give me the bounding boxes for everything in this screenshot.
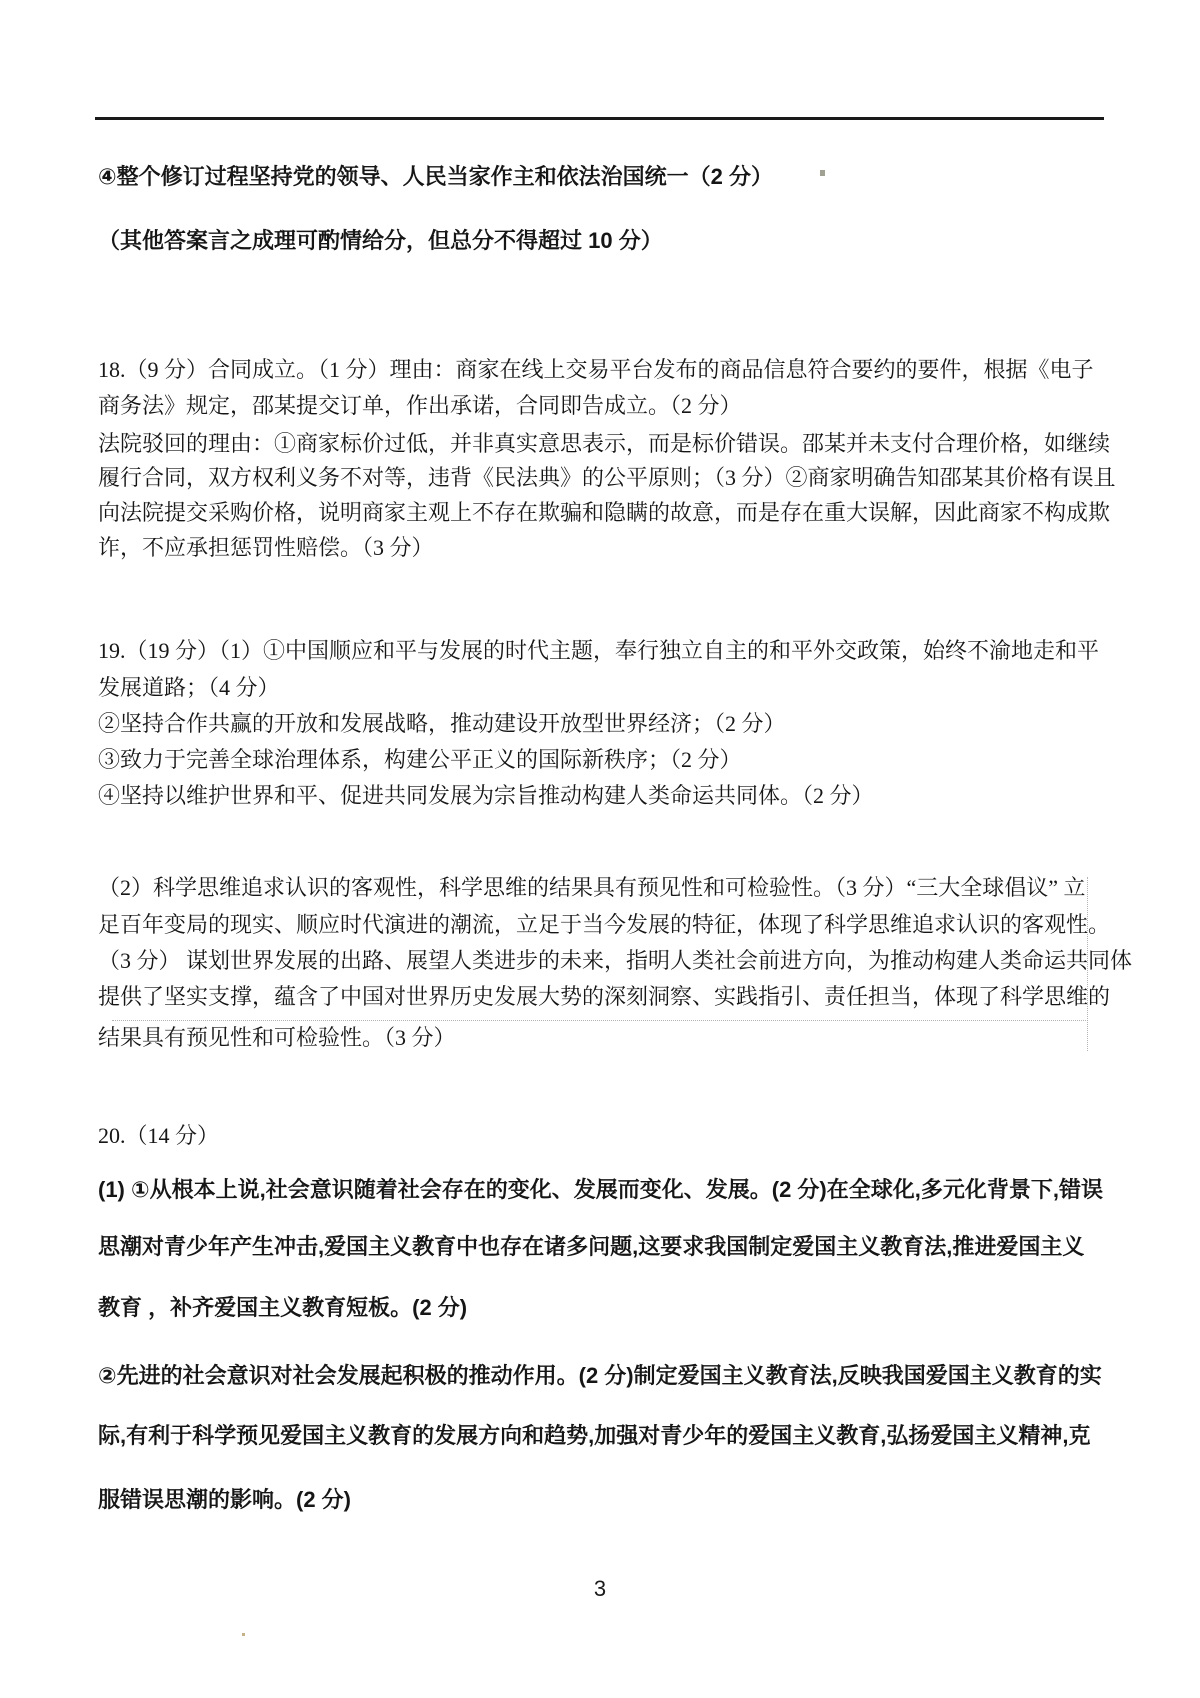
q20-part1-line-2: 思潮对青少年产生冲击,爱国主义教育中也存在诸多问题,这要求我国制定爱国主义教育法,推进爱国主义 <box>98 1234 1085 1259</box>
q19-part2-line-2: 足百年变局的现实、顺应时代演进的潮流，立足于当今发展的特征，体现了科学思维追求认识的客观性。 <box>98 912 1111 937</box>
table-gridline-vertical <box>1087 877 1088 1051</box>
q19-part1-line-5: ④坚持以维护世界和平、促进共同发展为宗旨推动构建人类命运共同体。（2 分） <box>98 783 874 808</box>
q18-answer-line-5: 向法院提交采购价格，说明商家主观上不存在欺骗和隐瞒的故意，而是存在重大误解，因此商家不构成欺 <box>98 500 1111 525</box>
q19-part1-line-1: 19.（19 分）（1）①中国顺应和平与发展的时代主题，奉行独立自主的和平外交政策，始终不渝地走和平 <box>98 638 1100 663</box>
q18-answer-line-3: 法院驳回的理由：①商家标价过低，并非真实意思表示，而是标价错误。邵某并未支付合理价格，如继续 <box>98 431 1111 456</box>
q19-part1-line-3: ②坚持合作共赢的开放和发展战略，推动建设开放型世界经济；（2 分） <box>98 711 786 736</box>
q18-answer-line-2: 商务法》规定，邵某提交订单，作出承诺，合同即告成立。（2 分） <box>98 393 742 418</box>
q18-answer-line-1: 18.（9 分）合同成立。（1 分）理由：商家在线上交易平台发布的商品信息符合要约的要件，根据《电子 <box>98 357 1094 382</box>
q19-part2-line-3: （3 分） 谋划世界发展的出路、展望人类进步的未来，指明人类社会前进方向，为推动构建人类命运共同体 <box>98 948 1133 973</box>
q19-part2-line-4: 提供了坚实支撑，蕴含了中国对世界历史发展大势的深刻洞察、实践指引、责任担当，体现了科学思维的 <box>98 984 1111 1009</box>
header-divider-rule <box>95 117 1104 120</box>
q19-part2-line-5: 结果具有预见性和可检验性。（3 分） <box>98 1025 456 1050</box>
q18-answer-line-4: 履行合同，双方权利义务不对等，违背《民法典》的公平原则；（3 分）②商家明确告知邵某其价格有误且 <box>98 465 1116 490</box>
table-gridline-horizontal <box>112 1020 1088 1021</box>
q20-part1-line-1: (1) ①从根本上说,社会意识随着社会存在的变化、发展而变化、发展。(2 分)在全球化,多元化背景下,错误 <box>98 1177 1103 1202</box>
q19-part2-line-1: （2）科学思维追求认识的客观性，科学思维的结果具有预见性和可检验性。（3 分）“三大全球倡议” 立 <box>98 875 1086 900</box>
q19-part1-line-4: ③致力于完善全球治理体系，构建公平正义的国际新秩序；（2 分） <box>98 747 742 772</box>
q20-part1-line-3: 教育 ，补齐爱国主义教育短板。(2 分) <box>98 1295 468 1320</box>
q17-point4-line: ④整个修订过程坚持党的领导、人民当家作主和依法治国统一（2 分） <box>98 164 773 189</box>
q20-heading: 20.（14 分） <box>98 1123 220 1148</box>
q20-part2-line-3: 服错误思潮的影响。(2 分) <box>98 1487 352 1512</box>
q19-part1-line-2: 发展道路；（4 分） <box>98 675 280 700</box>
q18-answer-line-6: 诈，不应承担惩罚性赔偿。（3 分） <box>98 535 434 560</box>
scan-speck <box>242 1633 245 1636</box>
q20-part2-line-2: 际,有利于科学预见爱国主义教育的发展方向和趋势,加强对青少年的爱国主义教育,弘扬爱国主义精神,克 <box>98 1423 1091 1448</box>
q17-grading-note-line: （其他答案言之成理可酌情给分，但总分不得超过 10 分） <box>98 228 663 253</box>
page-number: 3 <box>593 1576 607 1601</box>
q20-part2-line-1: ②先进的社会意识对社会发展起积极的推动作用。(2 分)制定爱国主义教育法,反映我国爱国主义教育的实 <box>98 1363 1102 1388</box>
